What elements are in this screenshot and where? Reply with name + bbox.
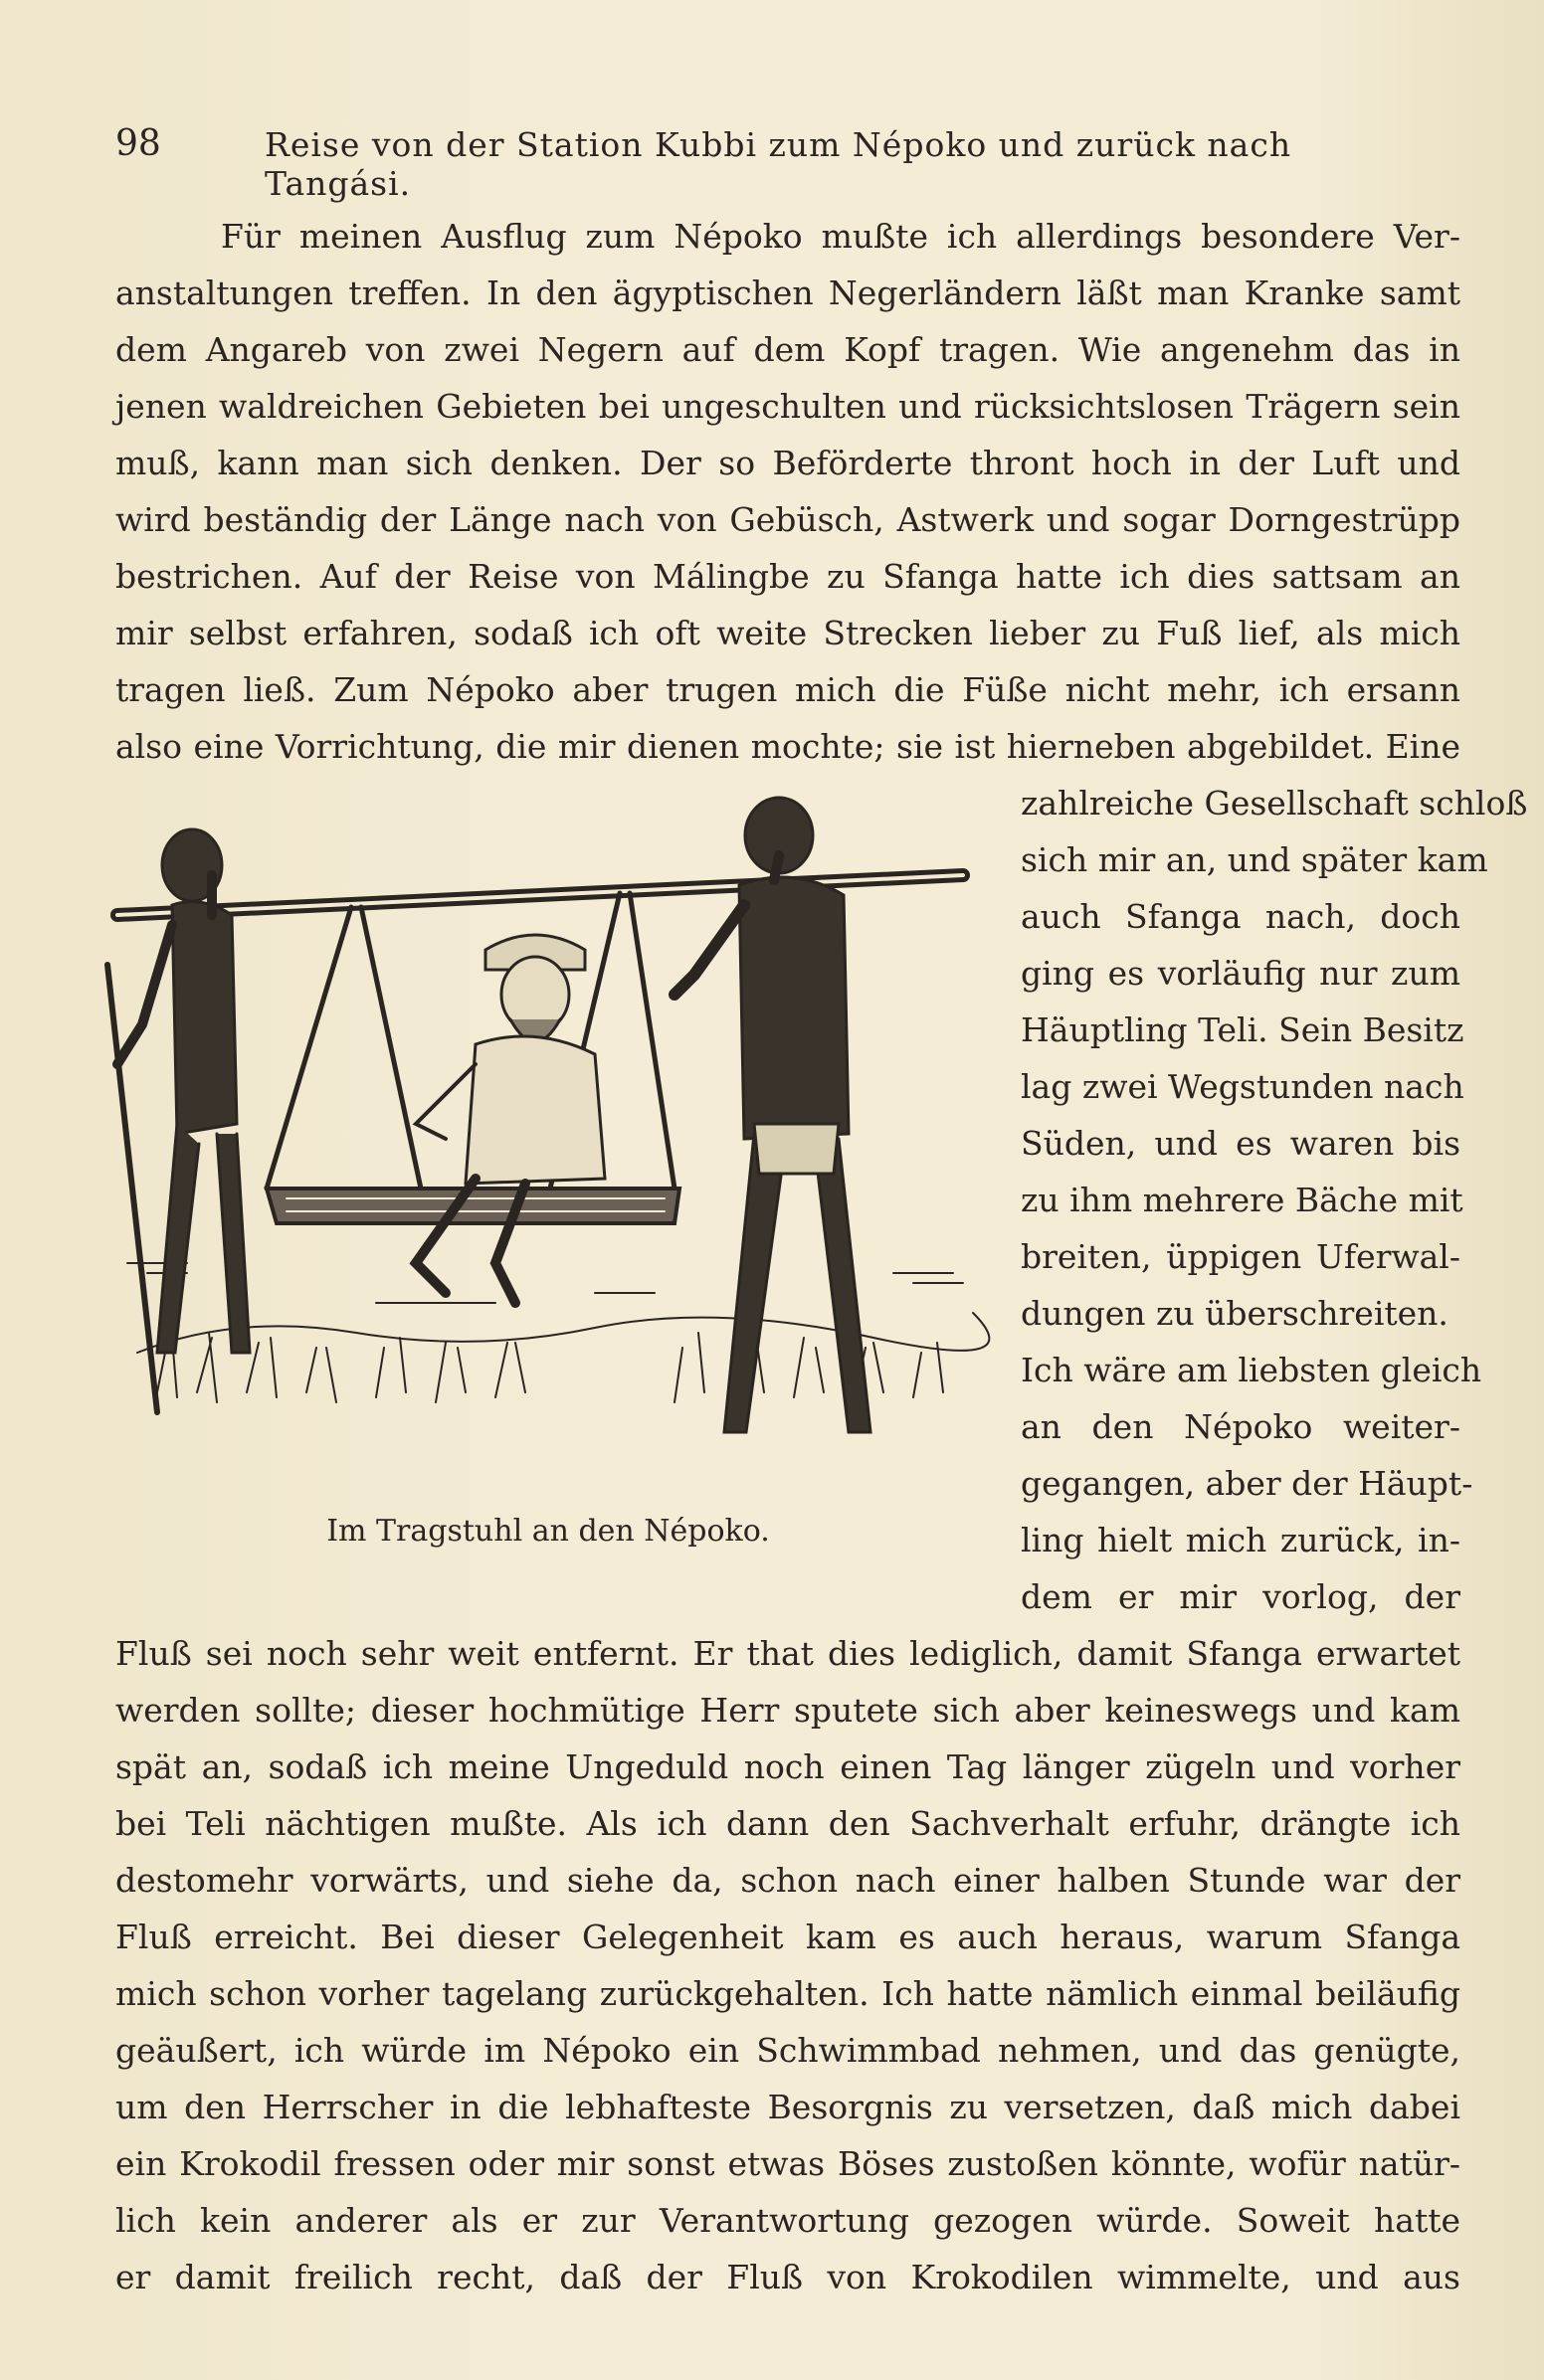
side-text-line: dungen zu überschreiten.	[1021, 1294, 1448, 1333]
text-line: Für meinen Ausflug zum Népoko mußte ich allerdings besondere Ver-	[221, 217, 1460, 256]
side-text-line: Häuptling Teli. Sein Besitz	[1021, 1010, 1464, 1049]
side-text-line: gegangen, aber der Häupt-	[1021, 1464, 1473, 1503]
text-line: lich kein anderer als er zur Verantwortung gezogen würde. Soweit hatte	[115, 2201, 1460, 2240]
text-line: ein Krokodil fressen oder mir sonst etwas Böses zustoßen könnte, wofür natür-	[115, 2144, 1460, 2183]
text-line: tragen ließ. Zum Népoko aber trugen mich die Füße nicht mehr, ich ersann	[115, 670, 1460, 709]
page-number: 98	[115, 123, 161, 164]
text-line: also eine Vorrichtung, die mir dienen mochte; sie ist hierneben abgebildet. Eine	[115, 727, 1460, 766]
side-text-line: sich mir an, und später kam	[1021, 840, 1488, 879]
side-text-line: an den Népoko weiter-	[1021, 1407, 1460, 1446]
side-text-line: ging es vorläufig nur zum	[1021, 954, 1460, 993]
text-line: wird beständig der Länge nach von Gebüsch, Astwerk und sogar Dorngestrüpp	[115, 500, 1460, 539]
side-text-line: dem er mir vorlog, der	[1021, 1577, 1460, 1616]
page-header	[115, 117, 1329, 203]
side-text-line: lag zwei Wegstunden nach	[1021, 1067, 1464, 1106]
text-line: um den Herrscher in die lebhafteste Besorgnis zu versetzen, daß mich dabei	[115, 2088, 1460, 2126]
text-line: geäußert, ich würde im Népoko ein Schwimmbad nehmen, und das genügte,	[115, 2031, 1460, 2070]
text-line: spät an, sodaß ich meine Ungeduld noch einen Tag länger zügeln und vorher	[115, 1747, 1460, 1786]
text-line: er damit freilich recht, daß der Fluß von Krokodilen wimmelte, und aus	[115, 2258, 1460, 2296]
side-text-line: Süden, und es waren bis	[1021, 1124, 1460, 1163]
text-line: dem Angareb von zwei Negern auf dem Kopf tragen. Wie angenehm das in	[115, 330, 1460, 369]
text-line: anstaltungen treffen. In den ägyptischen Negerländern läßt man Kranke samt	[115, 274, 1460, 312]
text-line: jenen waldreichen Gebieten bei ungeschulten und rücksichtslosen Trägern sein	[115, 387, 1460, 426]
figure-caption: Im Tragstuhl an den Népoko.	[326, 1514, 770, 1549]
text-line: mir selbst erfahren, sodaß ich oft weite Strecken lieber zu Fuß lief, als mich	[115, 614, 1460, 652]
carrying-chair-illustration	[117, 796, 983, 1492]
side-text-line: Ich wäre am liebsten gleich	[1021, 1351, 1482, 1389]
text-line: bei Teli nächtigen mußte. Als ich dann den Sachverhalt erfuhr, drängte ich	[115, 1804, 1460, 1843]
chair-seat	[267, 1189, 679, 1223]
side-text-line: breiten, üppigen Uferwal-	[1021, 1237, 1460, 1276]
text-line: mich schon vorher tagelang zurückgehalten. Ich hatte nämlich einmal beiläufig	[115, 1974, 1460, 2013]
seated-traveller	[416, 935, 605, 1303]
side-text-line: ling hielt mich zurück, in-	[1021, 1521, 1460, 1559]
text-line: muß, kann man sich denken. Der so Beförderte thront hoch in der Luft und	[115, 444, 1460, 482]
running-title: Reise von der Station Kubbi zum Népoko und zurück nach Tangási.	[265, 125, 1292, 203]
text-line: bestrichen. Auf der Reise von Málingbe zu Sfanga hatte ich dies sattsam an	[115, 557, 1460, 596]
text-line: werden sollte; dieser hochmütige Herr sputete sich aber keineswegs und kam	[115, 1691, 1460, 1730]
text-line: destomehr vorwärts, und siehe da, schon nach einer halben Stunde war der	[115, 1861, 1460, 1900]
side-text-line: auch Sfanga nach, doch	[1021, 897, 1460, 936]
side-text-line: zahlreiche Gesellschaft schloß	[1021, 784, 1528, 823]
side-text-line: zu ihm mehrere Bäche mit	[1021, 1181, 1463, 1219]
text-line: Fluß sei noch sehr weit entfernt. Er that dies lediglich, damit Sfanga erwartet	[115, 1634, 1460, 1673]
text-line: Fluß erreicht. Bei dieser Gelegenheit kam es auch heraus, warum Sfanga	[115, 1918, 1460, 1956]
